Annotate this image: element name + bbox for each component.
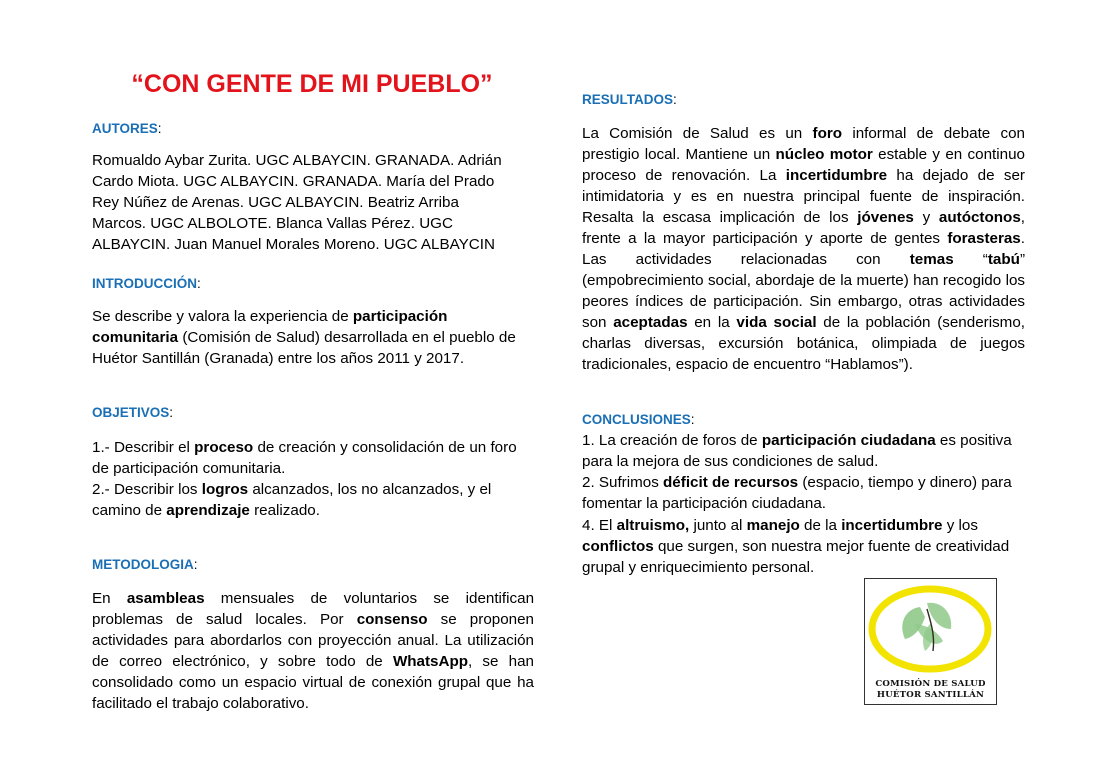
bold-run: déficit de recursos (663, 474, 799, 491)
colon: : (673, 92, 677, 107)
autores-list (92, 150, 542, 255)
bold-run: conflictos (582, 538, 654, 555)
text-run: informal de debate con prestigio local. Mantiene un (582, 125, 1025, 163)
introduccion-heading-text: INTRODUCCIÓN (92, 276, 197, 291)
text-run: . Las actividades relacionadas con (582, 230, 1025, 268)
resultados-heading (582, 92, 677, 107)
logo-caption-line2: HUÉTOR SANTILLÁN (876, 690, 985, 700)
colon: : (169, 405, 174, 420)
bold-run: foro (812, 125, 843, 142)
text-run: 2. Sufrimos (582, 474, 664, 491)
bold-run: asambleas (126, 590, 205, 607)
text-run: se proponen actividades para abordarlos con proyección anual. La utilización de correo electrónico, y sobre todo de (92, 611, 534, 670)
text-run: (espacio, tiempo y dinero) para fomentar la participación ciudadana. (582, 474, 1012, 512)
comision-salud-logo (864, 578, 997, 705)
bold-run: altruismo, (616, 517, 690, 534)
text-run: realizado. (249, 502, 320, 519)
conclusion-1 (582, 430, 1022, 472)
bold-run: núcleo motor (775, 146, 873, 163)
bold-run: jóvenes (857, 209, 914, 226)
text-run: En (92, 590, 127, 607)
text-run: , frente a la mayor participación y aporte de gentes (582, 209, 1025, 247)
text-run: de la (799, 517, 842, 534)
text-run: junto al (689, 517, 747, 534)
text-run: estable y en continuo proceso de renovación. La (582, 146, 1025, 184)
text-run: mensuales de voluntarios se identifican problemas de salud locales. Por (92, 590, 535, 628)
logo-caption-line1: COMISIÓN DE SALUD (875, 679, 986, 689)
bold-run: incertidumbre (841, 517, 943, 534)
autores-heading (92, 121, 162, 136)
conclusion-2 (582, 472, 1022, 514)
resultados-text (582, 123, 1025, 375)
metodologia-heading (92, 557, 198, 572)
bold-run: participación comunitaria (92, 308, 448, 346)
bold-run: participación ciudadana (761, 432, 936, 449)
bold-run: proceso (194, 439, 254, 456)
autores-heading-text: AUTORES (92, 121, 158, 136)
text-run: ha dejado de ser intimidatoria y es en nuestra principal fuente de inspiración. Resalta la escasa implicación de los (582, 167, 1025, 226)
autores-line: Cardo Miota. UGC ALBAYCIN. GRANADA. María del Prado (92, 173, 495, 190)
bold-run: consenso (356, 611, 428, 628)
bold-run: vida social (736, 314, 817, 331)
text-run: 2.- Describir los (92, 481, 202, 498)
text-run: en la (687, 314, 737, 331)
text-run: es positiva para la mejora de sus condiciones de salud. (582, 432, 1012, 470)
colon: : (197, 276, 201, 291)
ivy-leaf-icon (865, 579, 996, 679)
introduccion-text (92, 306, 522, 369)
bold-run: incertidumbre (785, 167, 888, 184)
bold-run: WhatsApp (392, 653, 469, 670)
bold-run: manejo (746, 517, 800, 534)
text-run: y los (942, 517, 978, 534)
colon: : (193, 557, 198, 572)
autores-line: Romualdo Aybar Zurita. UGC ALBAYCIN. GRANADA. Adrián (92, 152, 502, 169)
objetivos-heading (92, 405, 173, 420)
objetivo-2 (92, 479, 522, 521)
conclusion-4 (582, 515, 1022, 578)
text-run: 4. El (582, 517, 617, 534)
poster-title: “CON GENTE DE MI PUEBLO” (131, 70, 493, 98)
autores-line: Marcos. UGC ALBOLOTE. Blanca Vallas Pérez. UGC (92, 215, 453, 232)
conclusiones-heading-text: CONCLUSIONES (582, 412, 691, 427)
bold-run: autóctonos (938, 209, 1021, 226)
autores-line: ALBAYCIN. Juan Manuel Morales Moreno. UGC ALBAYCIN (92, 236, 495, 253)
resultados-heading-text: RESULTADOS (582, 92, 673, 107)
text-run: alcanzados, los no alcanzados, y el camino de (92, 481, 492, 519)
objetivos-heading-text: OBJETIVOS (92, 405, 170, 420)
metodologia-text (92, 588, 534, 714)
introduccion-heading (92, 276, 201, 291)
text-run: Se describe y valora la experiencia de (92, 308, 353, 325)
text-run: “ (953, 251, 988, 268)
text-run: que surgen, son nuestra mejor fuente de creatividad grupal y enriquecimiento personal. (582, 538, 1010, 576)
bold-run: aceptadas (613, 314, 688, 331)
metodologia-heading-text: METODOLOGIA (92, 557, 194, 572)
bold-run: temas (909, 251, 954, 268)
text-run: 1.- Describir el (92, 439, 195, 456)
text-run: de creación y consolidación de un foro de participación comunitaria. (92, 439, 517, 477)
text-run: de la población (senderismo, charlas diversas, excursión botánica, olimpiada de juegos tradicionales, espacio de encuentro “Hablamos”). (582, 314, 1025, 373)
colon: : (157, 121, 162, 136)
text-run: ” (empobrecimiento social, abordaje de la muerte) han recogido los peores índices de participación. Sin embargo, otras actividades son (582, 251, 1025, 331)
text-run: y (913, 209, 939, 226)
text-run: (Comisión de Salud) desarrollada en el pueblo de Huétor Santillán (Granada) entre los años 2011 y 2017. (92, 329, 516, 367)
conclusiones-heading (582, 412, 695, 427)
autores-line: Rey Núñez de Arenas. UGC ALBAYCIN. Beatriz Arriba (92, 194, 459, 211)
bold-run: logros (201, 481, 249, 498)
bold-run: forasteras (947, 230, 1021, 247)
objetivo-1 (92, 437, 522, 479)
text-run: , se han consolidado como un espacio virtual de conexión grupal que ha facilitado el trabajo colaborativo. (92, 653, 534, 712)
colon: : (690, 412, 695, 427)
bold-run: aprendizaje (166, 502, 250, 519)
text-run: 1. La creación de foros de (582, 432, 762, 449)
bold-run: tabú (987, 251, 1020, 268)
text-run: La Comisión de Salud es un (582, 125, 813, 142)
